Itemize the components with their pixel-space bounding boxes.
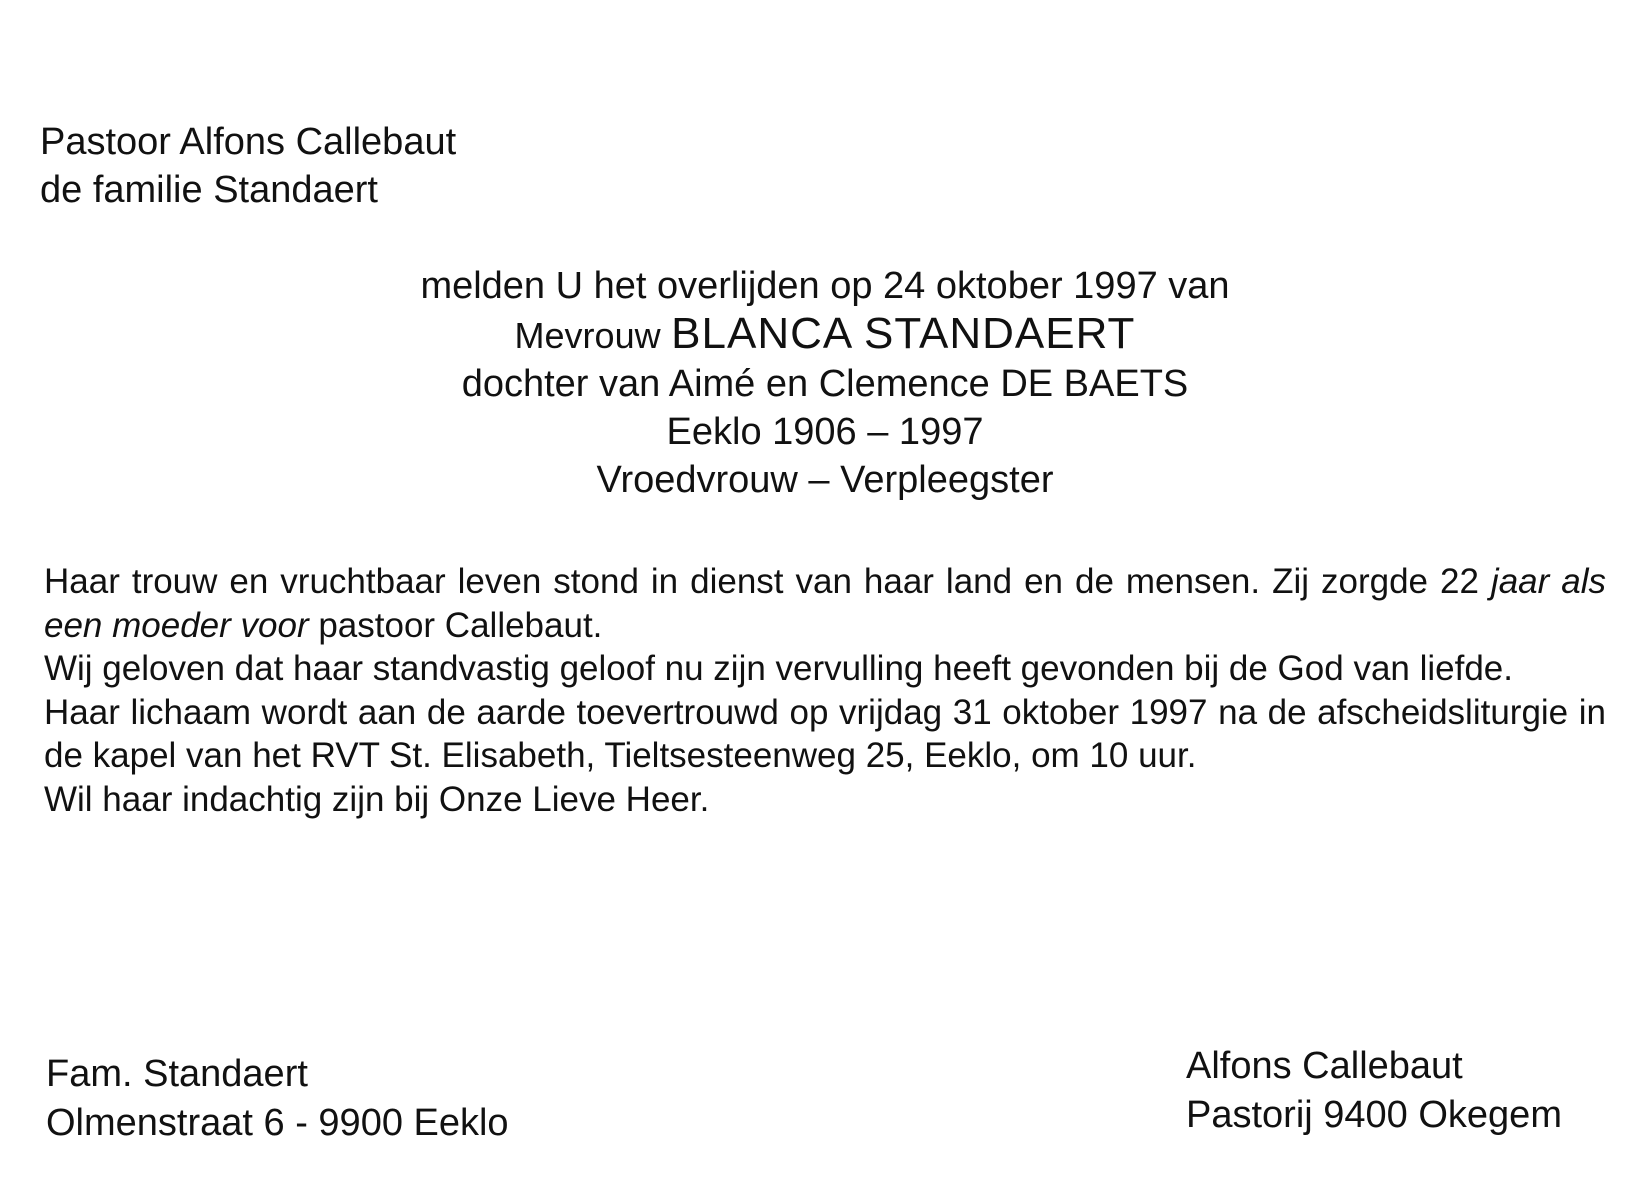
senders-block [40,118,456,214]
sender-line-2: de familie Standaert [40,169,378,211]
deceased-title: Mevrouw [514,315,661,356]
signature-left-line-2: Olmenstraat 6 - 9900 Eeklo [46,1102,509,1144]
paragraph-life-part-3: pastoor Callebaut. [308,605,603,645]
deceased-profession: Vroedvrouw – Verpleegster [596,459,1054,501]
deceased-name: BLANCA STANDAERT [671,309,1136,358]
announcement-block [0,262,1650,504]
signature-left-line-1: Fam. Standaert [46,1053,308,1095]
paragraph-life-part-2: jaar als een moeder voor [44,562,1607,645]
signature-left [46,1050,509,1148]
signature-right [1186,1042,1562,1140]
paragraph-faith: Wij geloven dat haar standvastig geloof nu zijn vervulling heeft gevonden bij de God van liefde. [44,649,1513,688]
deceased-name-line [0,310,1650,360]
signature-right-line-1: Alfons Callebaut [1186,1045,1463,1087]
paragraph-prayer: Wil haar indachtig zijn bij Onze Lieve Heer. [44,779,710,819]
announcement-intro: melden U het overlijden op 24 oktober 1997 van [420,265,1230,307]
body-text [44,560,1606,821]
paragraph-life-part-1: Haar trouw en vruchtbaar leven stond in dienst van haar land en de mensen. Zij zorgde 22 [44,562,1491,601]
signature-right-line-2: Pastorij 9400 Okegem [1186,1094,1562,1136]
sender-line-1: Pastoor Alfons Callebaut [40,121,457,163]
deceased-years: Eeklo 1906 – 1997 [666,411,984,453]
deceased-parents: dochter van Aimé en Clemence DE BAETS [461,363,1189,405]
paragraph-funeral: Haar lichaam wordt aan de aarde toevertrouwd op vrijdag 31 oktober 1997 na de afscheidsliturgie in de kapel van het RVT St. Elisabeth, Tieltsesteenweg 25, Eeklo, om 10 uur. [44,692,1606,775]
paragraph-life [44,560,1606,647]
